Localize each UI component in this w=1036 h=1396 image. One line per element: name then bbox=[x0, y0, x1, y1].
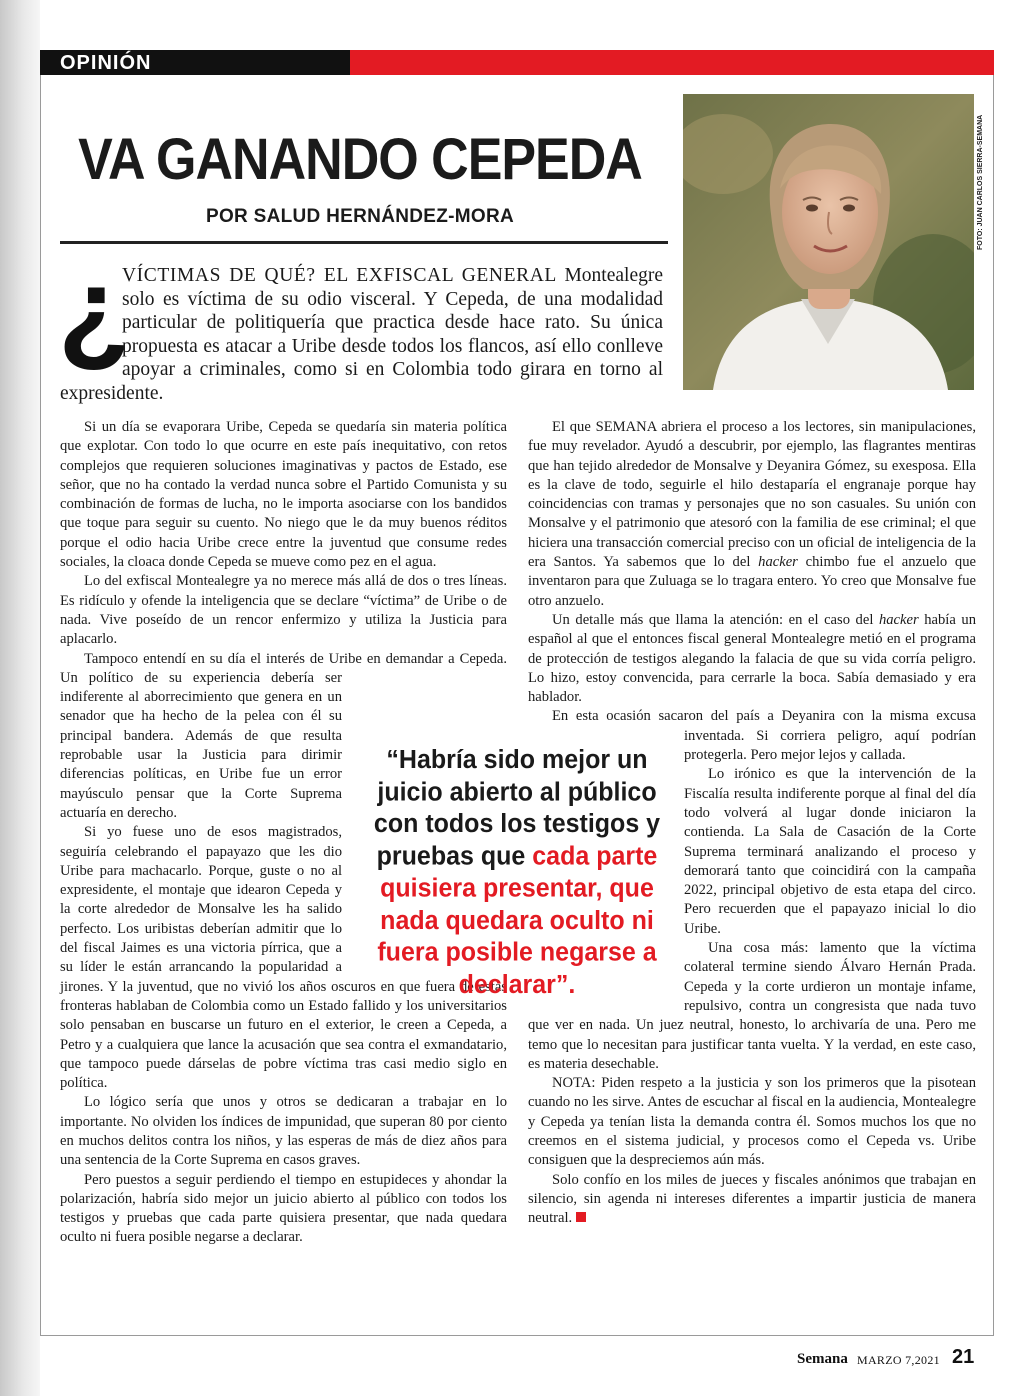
headline-rule bbox=[60, 241, 668, 244]
col2-p2-text-b: había un español al que el entonces fiscal general Montealegre metió en el programa de protección de testigos alegando la falacia de que su vida corría peligro. Lo hizo, estoy convencida, para cerrarle la boca. Sabía demasiado y era hablador. bbox=[528, 611, 976, 706]
footer-brand: Semana bbox=[797, 1351, 848, 1367]
pullquote-black-text: “Habría sido mejor un juicio abierto al público con todos los testigos y pruebas que bbox=[373, 745, 661, 871]
col2-paragraph-4: Lo irónico es que la intervención de la Fiscalía resulta indiferente porque al final del día todo volverá al lugar donde iniciaron la contienda. La Sala de Casación de la Corte Suprema terminará analizando el proceso y demorará tanto que coincidirá con la campaña 2022, principal objetivo de esta etapa del circo. Pero recuerden que el papayazo inicial lo dio Uribe. bbox=[684, 766, 976, 937]
headline: VA GANANDO CEPEDA bbox=[78, 127, 642, 193]
col2-paragraph-6: NOTA: Piden respeto a la justicia y son los primeros que la pisotean cuando no les sirve. Antes de escuchar al fiscal en la audiencia, Montealegre y Cepeda ya tenían lista la demanda contra él. Somos muchos los que no creemos en el sistema judicial, y procesos como el Cepeda vs. Uribe consiguen que la despreciemos aún más. bbox=[528, 1075, 976, 1169]
lead-paragraph bbox=[60, 264, 663, 405]
col2-paragraph-1 bbox=[528, 418, 976, 611]
footer-date: MARZO 7,2021 bbox=[857, 1353, 940, 1367]
col1-paragraph-4: Si yo fuese uno de esos magistrados, seguiría celebrando el papayazo que les dio Uribe para machacarlo. Porque, guste o no al expresidente, el montaje que idearon Cepeda y la corte alrededor de Monsalve les ha salido perfecto. Los uribistas deberían admitir que lo del fiscal Jaimes es una victoria pírrica, que a su líder le están arrancando la popularidad a jirones. Y la juventud, que no vivió los años oscuros en que fuera de estas fronteras hablaban de Colombia como un Estado fallido y los universitarios solo pensaban en buscarse un futuro en el exterior, le creen a Cepeda, a Petro y a cualquiera que lance la acusación que sea contra el exmandatario, que tampoco puede dárselas de pobre víctima tras casi medio siglo en política. bbox=[60, 824, 507, 1092]
author-photo bbox=[683, 94, 974, 390]
pullquote-end: ”. bbox=[555, 969, 576, 999]
lead-rest: Montealegre solo es víctima de su odio visceral. Y Cepeda, de una modalidad particular de politiquería que practica desde hace rato. Su única propuesta es atacar a Uribe desde todos los flancos, así ello conlleve apoyar a criminales, como si en Colombia todo girara en torno al expresidente. bbox=[60, 265, 664, 404]
pull-quote bbox=[362, 744, 672, 1000]
col2-final-text: Solo confío en los miles de jueces y fiscales anónimos que trabajan en silencio, sin agenda ni intereses diferentes a impartir justicia de manera neutral. bbox=[528, 1171, 976, 1227]
col1-paragraph-1: Si un día se evaporara Uribe, Cepeda se quedaría sin materia política que explotar. Con todo lo que ocurre en este país inequitativo, con retos complejos que requieren soluciones imaginativas y pactos de Estado, ese señor, que no ha contado la verdad nunca sobre el Partido Comunista y su combinación de formas de lucha, no le importa asociarse con los bandidos que toque para seguir su cuento. No niego que le da muy buenos réditos porque el odio hacia Uribe crece entre la juventud que consume redes sociales, la cloaca donde Cepeda se mueve como pez en el agua. bbox=[60, 419, 507, 571]
col1-paragraph-3: Tampoco entendí en su día el interés de Uribe en demandar a Cepeda. Un político de su experiencia debería ser indiferente al aborrecimiento que genera en un senador que ha hecho de la pelea con él su principal bandera. Además de que resulta reprobable usar la Justicia para dirimir diferencias políticas, en Uribe fue un error mayúsculo pensar que la Corte Suprema actuaría en derecho. bbox=[60, 650, 507, 821]
col1-paragraph-2: Lo del exfiscal Montealegre ya no merece más allá de dos o tres líneas. Es ridículo y ofende la inteligencia que se declare “víctima” de Uribe o de nada. Vive poseído de un rencor enfermizo y utiliza la Justicia para aplacarlo. bbox=[60, 573, 507, 648]
col2-p2-hacker: hacker bbox=[878, 611, 919, 628]
byline: POR SALUD HERNÁNDEZ-MORA bbox=[205, 206, 515, 227]
col1-paragraph-5: Lo lógico sería que unos y otros se dedicaran a trabajar en lo importante. No olviden los índices de impunidad, que superan 80 por ciento en muchos delitos contra los niños, y las esperas de más de diez años para una sentencia de la Corte Suprema en casos graves. bbox=[60, 1094, 507, 1169]
photo-credit: FOTO: JUAN CARLOS SIERRA-SEMANA bbox=[977, 114, 984, 250]
pullquote-red-text: cada parte quisiera presentar, que nada quedara oculto ni fuera posible negarse a declarar bbox=[377, 841, 658, 999]
author-portrait-illustration bbox=[683, 94, 974, 390]
col2-p1-text-a: El que SEMANA abriera el proceso a los lectores, sin manipulaciones, fue muy revelador. Ayudó a descubrir, por ejemplo, las flagrantes mentiras que han tejido alrededor de Monsalve y Deyanira Gómez, su exesposa. Ella es la clave de todo, seguirle el hilo destaparía el engranaje porque hay coincidencias con tramas y personajes que no son casuales. Su unión con Monsalve y el patrimonio que atesoró con la familia de ese criminal; el que hiciera una transacción comercial preciso con un oficial de inteligencia de la era Santos. Ya sabemos que lo del bbox=[528, 419, 976, 571]
col2-paragraph-5: Una cosa más: lamento que la víctima colateral termine siendo Álvaro Hernán Prada. Cepeda y la corte urdieron un montaje infame, repulsivo, contra un congresista que nada tuvo que ver en nada. Un juez neutral, honesto, lo archivaría de una. Pero me temo que lo necesitan para justificar tanta vuelta. Y la verdad, en este caso, es materia desechable. bbox=[528, 940, 976, 1072]
col2-p2-text-a: Un detalle más que llama la atención: en el caso del bbox=[552, 611, 874, 628]
page-spine-shadow bbox=[0, 0, 40, 1396]
section-label: OPINIÓN bbox=[60, 52, 152, 74]
section-bar-red bbox=[350, 50, 994, 75]
dropcap: ¿ bbox=[58, 244, 131, 376]
page-number: 21 bbox=[952, 1346, 975, 1368]
col2-p1-hacker: hacker bbox=[758, 554, 798, 571]
col2-p1-text-b: chimbo fue el anzuelo que inventaron para que Zuluaga se lo tragara entero. Yo creo que Monsalve fue otro anzuelo. bbox=[528, 554, 976, 609]
col1-paragraph-6: Pero puestos a seguir perdiendo el tiempo en estupideces y ahondar la polarización, habría sido mejor un juicio abierto al público con todos los testigos y pruebas que cada parte quisiera presentar, que nada quedara oculto ni fuera posible negarse a declarar. bbox=[60, 1171, 507, 1246]
col2-paragraph-7 bbox=[528, 1171, 976, 1229]
end-of-article-square bbox=[576, 1212, 586, 1222]
dropcap-space bbox=[60, 264, 122, 370]
lead-first-line: VÍCTIMAS DE QUÉ? EL EXFISCAL GENERAL bbox=[122, 265, 557, 286]
col2-paragraph-2 bbox=[528, 611, 976, 707]
col2-paragraph-3: En esta ocasión sacaron del país a Deyanira con la misma excusa inventada. Si corriera peligro, aquí podrían protegerla. Pero mejor lejos y callada. bbox=[552, 708, 976, 764]
section-bar bbox=[40, 50, 994, 75]
